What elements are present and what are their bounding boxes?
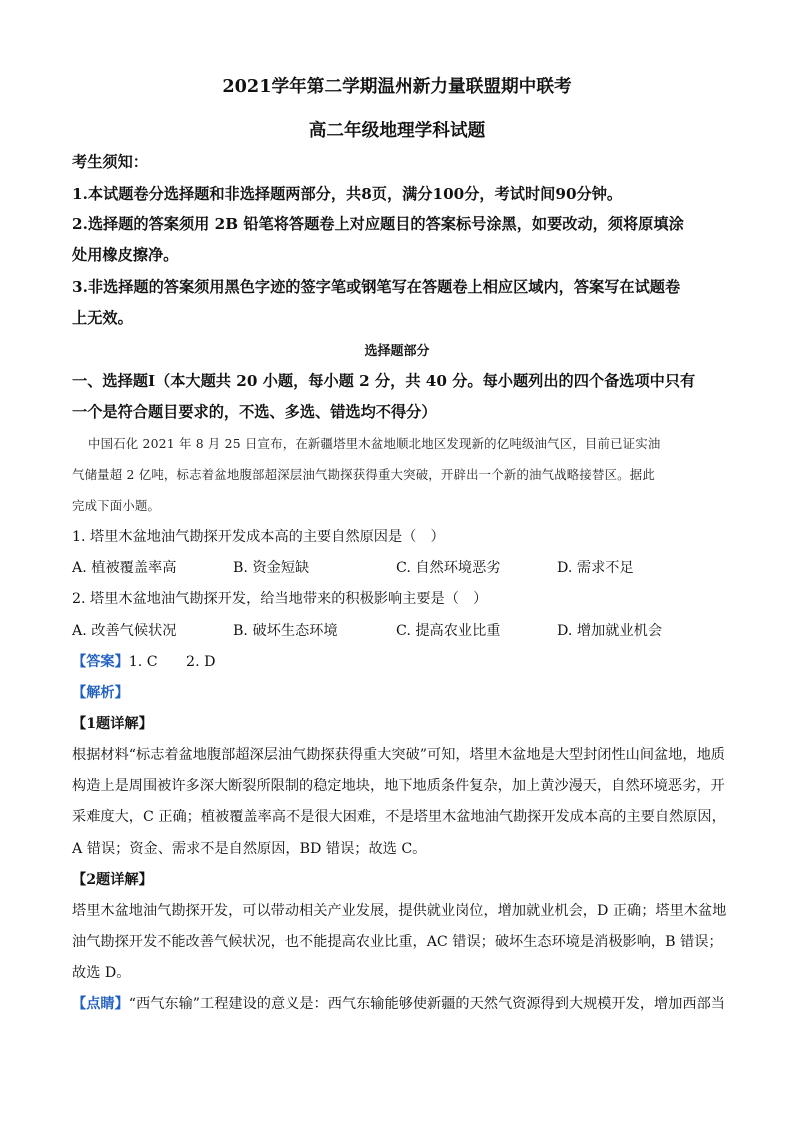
part-heading-line1: 一、选择题Ⅰ（本大题共 20 小题，每小题 2 分，共 40 分。每小题列出的四个备选项中只有	[72, 372, 696, 390]
exam-title: 2021学年第二学期温州新力量联盟期中联考	[222, 76, 572, 97]
question-1-option-a: A. 植被覆盖率高	[72, 560, 177, 576]
detail-1-line1: 根据材料“标志着盆地腹部超深层油气勘探获得重大突破”可知，塔里木盆地是大型封闭性山间盆地，地质	[72, 747, 725, 763]
question-1-option-b: B. 资金短缺	[233, 560, 310, 576]
part-heading-line2: 一个是符合题目要求的，不选、多选、错选均不得分）	[72, 403, 437, 421]
instruction-item-3-line2: 上无效。	[72, 309, 133, 327]
tip-row	[72, 993, 725, 1013]
answer-row	[72, 651, 215, 671]
question-1-option-d: D. 需求不足	[557, 560, 634, 576]
question-2-option-d: D. 增加就业机会	[557, 623, 663, 639]
detail-1-line4: A 错误；资金、需求不是自然原因，BD 错误；故选 C。	[72, 841, 427, 857]
instruction-item-3-line1: 3.非选择题的答案须用黑色字迹的签字笔或钢笔写在答题卷上相应区域内，答案写在试题卷	[72, 278, 681, 296]
section-heading: 选择题部分	[364, 344, 430, 359]
question-2-option-c: C. 提高农业比重	[396, 623, 501, 639]
instruction-item-2-line2: 处用橡皮擦净。	[72, 246, 179, 264]
tip-text: “西气东输”工程建设的意义是：西气东输能够使新疆的天然气资源得到大规模开发，增加西部当	[128, 996, 725, 1012]
detail-1-line2: 构造上是周围被许多深大断裂所限制的稳定地块，地下地质条件复杂，加上黄沙漫天，自然环境恶劣，开	[72, 778, 725, 794]
question-2-option-a: A. 改善气候状况	[72, 623, 177, 639]
instruction-item-2-line1: 2.选择题的答案须用 2B 铅笔将答题卷上对应题目的答案标号涂黑，如要改动，须将原填涂	[72, 215, 684, 233]
analysis-label: 【解析】	[72, 685, 129, 701]
exam-subtitle: 高二年级地理学科试题	[308, 120, 486, 141]
answer-value: 1. C 2. D	[128, 654, 216, 670]
material-line-1: 中国石化 2021 年 8 月 25 日宣布，在新疆塔里木盆地顺北地区发现新的亿吨级油气区，目前已证实油	[88, 436, 661, 451]
detail-2-line3: 故选 D。	[72, 965, 131, 981]
material-line-2: 气储量超 2 亿吨，标志着盆地腹部超深层油气勘探获得重大突破，开辟出一个新的油气战略接替区。据此	[72, 467, 655, 482]
material-line-3: 完成下面小题。	[72, 498, 161, 513]
detail-2-label: 【2题详解】	[72, 872, 153, 888]
answer-label: 【答案】	[72, 654, 129, 670]
detail-1-label: 【1题详解】	[72, 716, 153, 732]
detail-2-line1: 塔里木盆地油气勘探开发，可以带动相关产业发展，提供就业岗位，增加就业机会，D 正确；塔里木盆地	[72, 903, 727, 919]
tip-label: 【点睛】	[72, 996, 129, 1012]
question-2-stem: 2. 塔里木盆地油气勘探开发，给当地带来的积极影响主要是（ ）	[72, 591, 488, 607]
detail-1-line3: 采难度大，C 正确；植被覆盖率高不是很大困难，不是塔里木盆地油气勘探开发成本高的主要自然原因，	[72, 809, 726, 825]
instructions-heading: 考生须知：	[72, 153, 148, 171]
question-2-option-b: B. 破坏生态环境	[233, 623, 338, 639]
question-1-stem: 1. 塔里木盆地油气勘探开发成本高的主要自然原因是（ ）	[72, 529, 445, 545]
instruction-item-1: 1.本试题卷分选择题和非选择题两部分，共8页，满分100分，考试时间90分钟。	[72, 185, 623, 203]
detail-2-line2: 油气勘探开发不能改善气候状况，也不能提高农业比重，AC 错误；破坏生态环境是消极影响，B 错误；	[72, 934, 723, 950]
question-1-option-c: C. 自然环境恶劣	[396, 560, 501, 576]
